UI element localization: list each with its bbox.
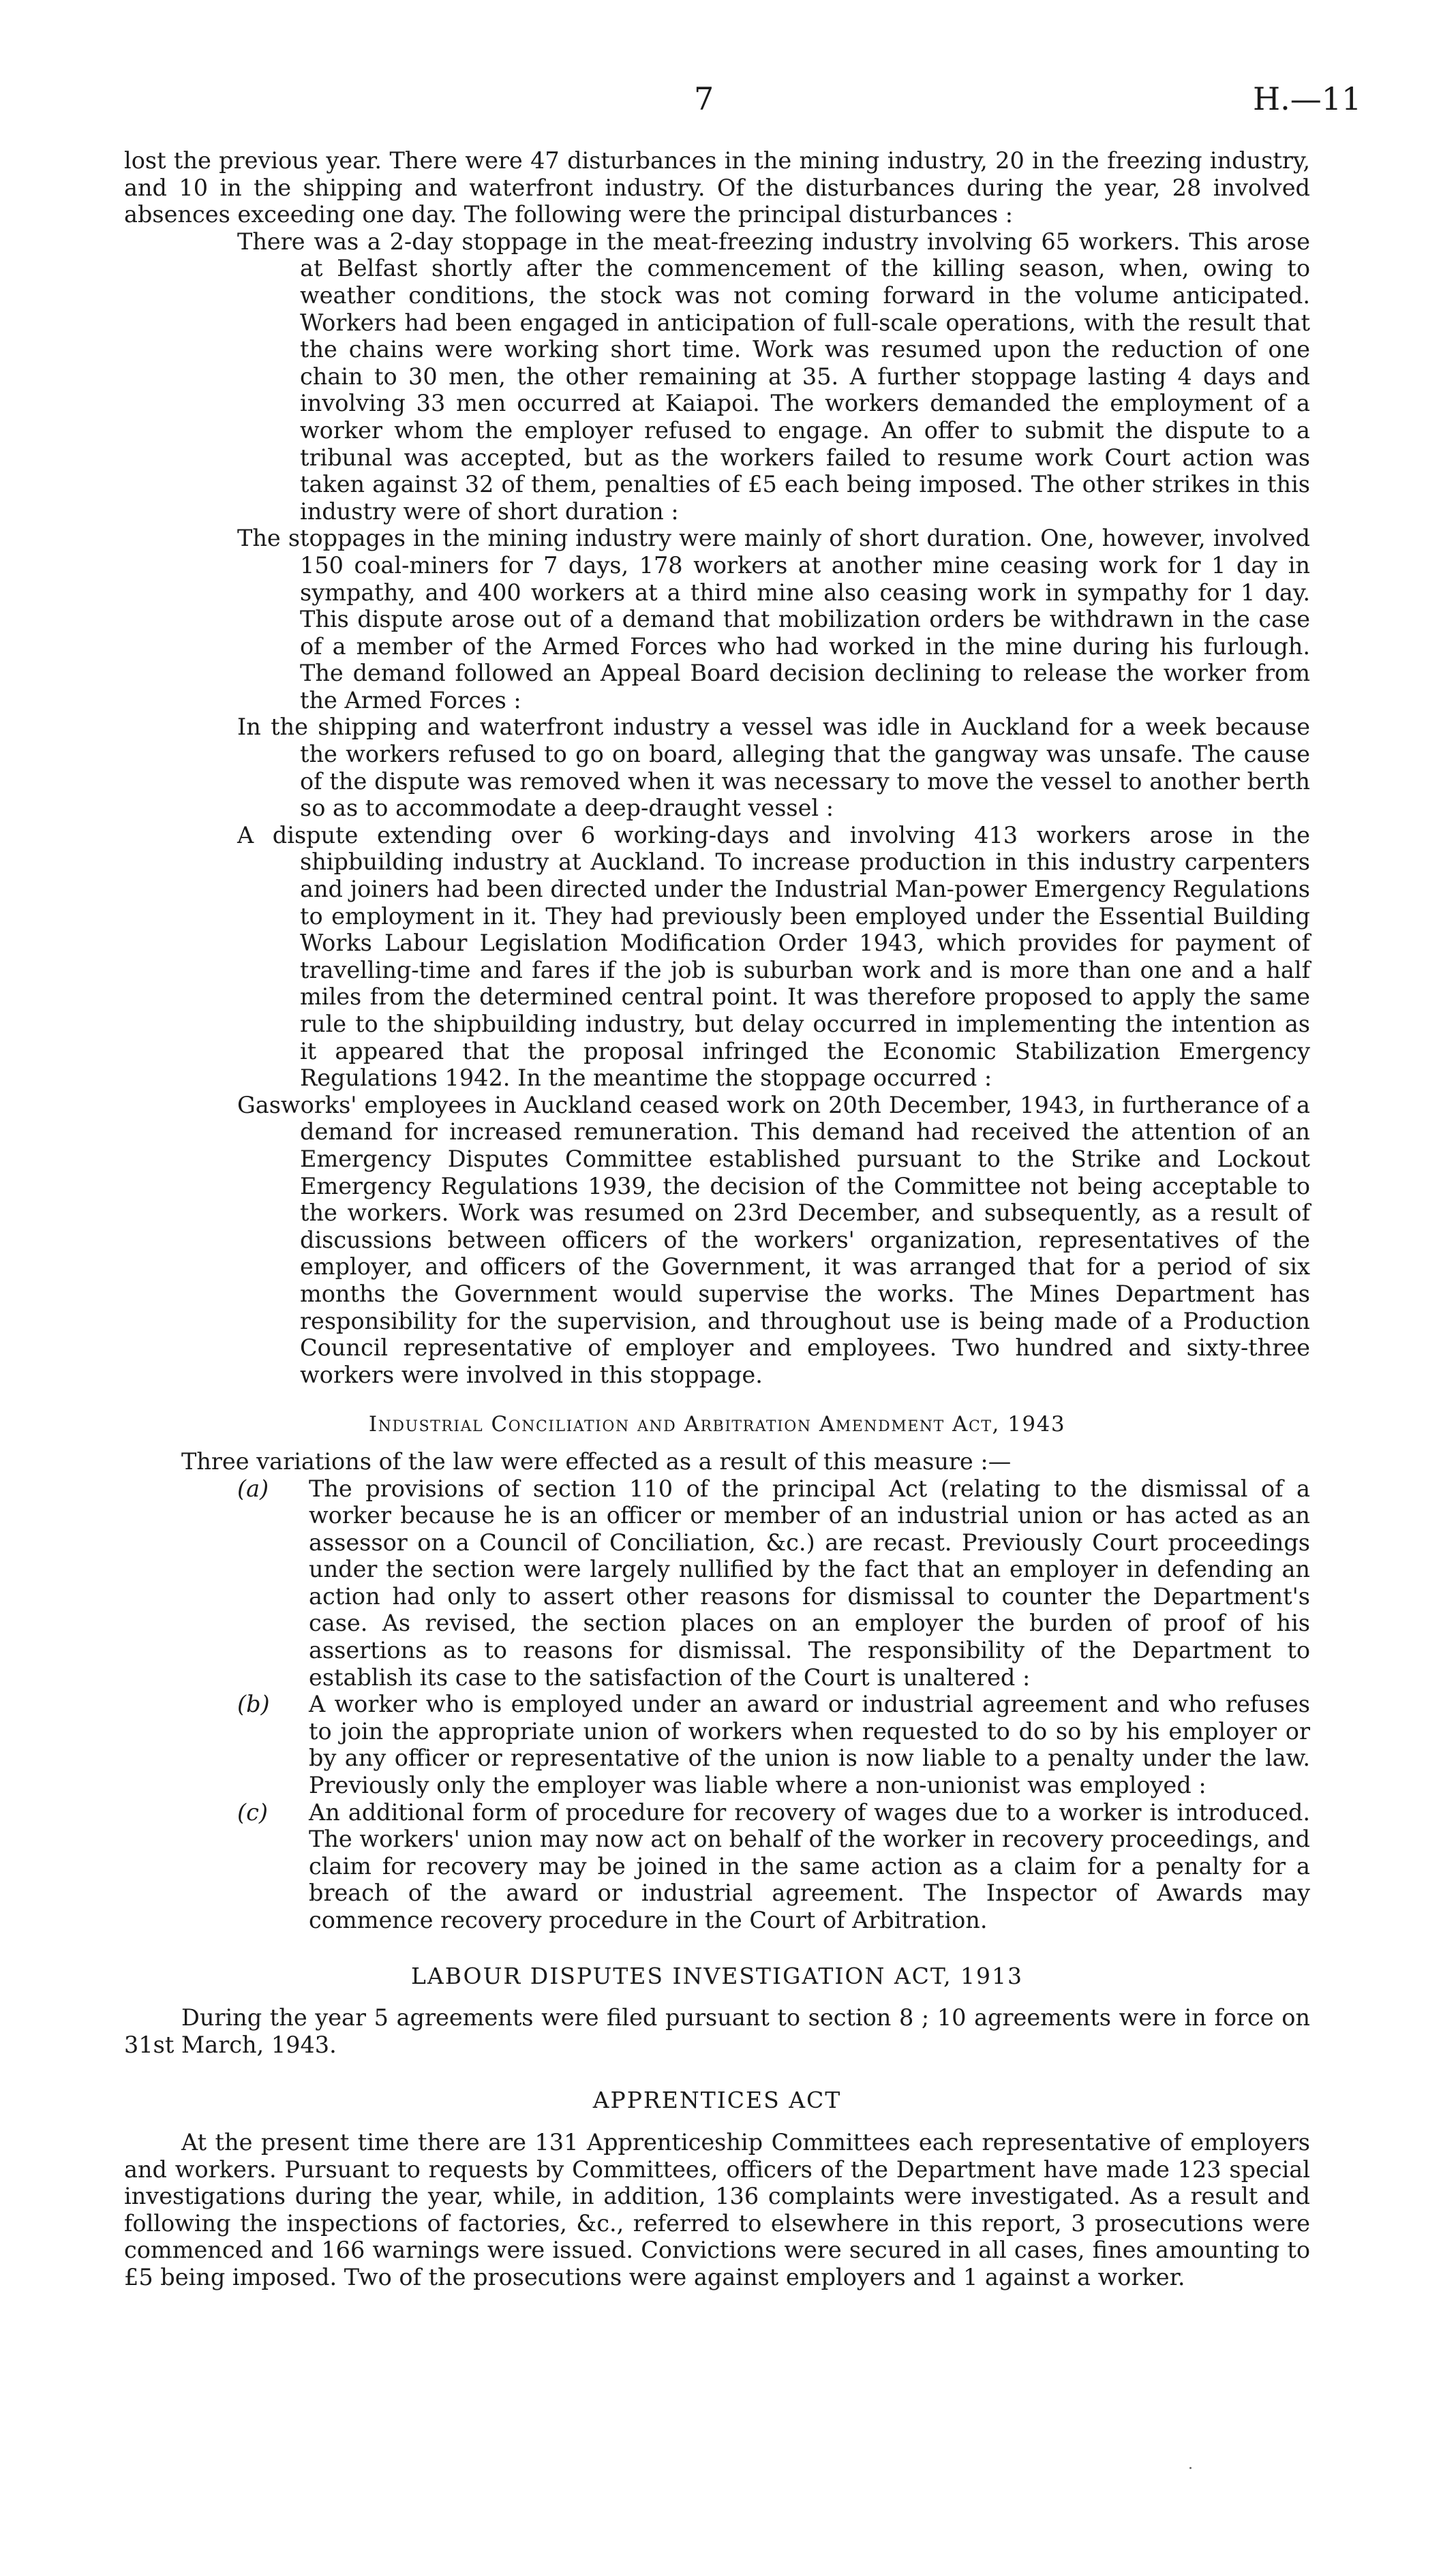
disturbances-list <box>124 228 1310 1389</box>
page-header <box>0 80 1441 121</box>
page-number: 7 <box>694 80 714 117</box>
disturbance-item: Gasworks' employees in Auckland ceased work on 20th December, 1943, in furtherance of a demand for increased remuneration. This demand had received the attention of an Emergency Disputes Committee established pursuant to the Strike and Lockout Emergency Regulations 1939, the decision of the Committee not being acceptable to the workers. Work was resumed on 23rd December, and subsequently, as a result of discussions between officers of the workers' organization, representatives of the employer, and officers of the Government, it was arranged that for a period of six months the Government would supervise the works. The Mines Department has responsibility for the supervision, and throughout use is being made of a Production Council representative of employer and employees. Two hundred and sixty-three workers were involved in this stoppage. <box>237 1091 1310 1388</box>
list-item <box>237 1799 1310 1934</box>
list-item <box>237 1475 1310 1691</box>
document-body <box>124 147 1310 2291</box>
opening-paragraph: lost the previous year. There were 47 disturbances in the mining industry, 20 in the freezing industry, and 10 in the shipping and waterfront industry. Of the disturbances during the year, 28 involved absences exceeding one day. The following were the principal disturbances : <box>124 147 1310 228</box>
list-item-text: The provisions of section 110 of the principal Act (relating to the dismissal of a worker because he is an officer or member of an industrial union or has acted as an assessor on a Council of Conciliation, &c.) are recast. Previously Court proceedings under the section were largely nullified by the fact that an employer in defending an action had only to assert other reasons for dismissal to counter the Department's case. As revised, the section places on an employer the burden of proof of his assertions as to reasons for dismissal. The responsibility of the Department to establish its case to the satisfaction of the Court is unaltered : <box>309 1475 1310 1691</box>
section-heading-ldia: LABOUR DISPUTES INVESTIGATION ACT, 1913 <box>410 1962 1024 1989</box>
list-item-text: A worker who is employed under an award or industrial agreement and who refuses to join the appropriate union of workers when requested to do so by his employer or by any officer or representative of the union is now liable to a penalty under the law. Previously only the employer was liable where a non-unionist was employed : <box>309 1691 1310 1799</box>
ldia-paragraph: During the year 5 agreements were filed pursuant to section 8 ; 10 agreements were in force on 31st March, 1943. <box>124 2004 1310 2058</box>
list-marker: (a) <box>237 1475 269 1502</box>
disturbance-item: The stoppages in the mining industry were mainly of short duration. One, however, involved 150 coal-miners for 7 days, 178 workers at another mine ceasing work for 1 day in sympathy, and 400 workers at a third mine also ceasing work in sympathy for 1 day. This dispute arose out of a demand that mobilization orders be withdrawn in the case of a member of the Armed Forces who had worked in the mine during his furlough. The demand followed an Appeal Board decision declining to release the worker from the Armed Forces : <box>237 525 1310 714</box>
list-item-text: An additional form of procedure for recovery of wages due to a worker is introduced. The workers' union may now act on behalf of the worker in recovery proceedings, and claim for recovery may be joined in the same action as a claim for a penalty for a breach of the award or industrial agreement. The Inspector of Awards may commence recovery procedure in the Court of Arbitration. <box>309 1798 1310 1933</box>
list-item <box>237 1691 1310 1798</box>
section-heading-icaa: Industrial Conciliation and Arbitration Amendment Act, 1943 <box>368 1412 1066 1437</box>
amendment-list <box>124 1475 1310 1934</box>
disturbance-item: There was a 2-day stoppage in the meat-freezing industry involving 65 workers. This arose at Belfast shortly after the commencement of the killing season, when, owing to weather conditions, the stock was not coming forward in the volume anticipated. Workers had been engaged in anticipation of full-scale operations, with the result that the chains were working short time. Work was resumed upon the reduction of one chain to 30 men, the other remaining at 35. A further stoppage lasting 4 days and involving 33 men occurred at Kaiapoi. The workers demanded the employment of a worker whom the employer refused to engage. An offer to submit the dispute to a tribunal was accepted, but as the workers failed to resume work Court action was taken against 32 of them, penalties of £5 each being imposed. The other strikes in this industry were of short duration : <box>237 228 1310 525</box>
disturbance-item: In the shipping and waterfront industry a vessel was idle in Auckland for a week because the workers refused to go on board, alleging that the gangway was unsafe. The cause of the dispute was removed when it was necessary to move the vessel to another berth so as to accommodate a deep-draught vessel : <box>237 714 1310 822</box>
stray-mark <box>1189 2467 1192 2469</box>
disturbance-item: A dispute extending over 6 working-days and involving 413 workers arose in the shipbuilding industry at Auckland. To increase production in this industry carpenters and joiners had been directed under the Industrial Man-power Emergency Regulations to employment in it. They had previously been employed under the Essential Building Works Labour Legislation Modification Order 1943, which provides for payment of travelling-time and fares if the job is suburban work and is more than one and a half miles from the determined central point. It was therefore proposed to apply the same rule to the shipbuilding industry, but delay occurred in implementing the intention as it appeared that the proposal infringed the Economic Stabilization Emergency Regulations 1942. In the meantime the stoppage occurred : <box>237 821 1310 1092</box>
document-reference: H.—11 <box>1253 80 1362 117</box>
list-marker: (c) <box>237 1798 268 1826</box>
section-heading-apprentices: APPRENTICES ACT <box>592 2087 842 2114</box>
section-intro: Three variations of the law were effected as a result of this measure :— <box>181 1447 1012 1475</box>
list-marker: (b) <box>237 1691 270 1718</box>
apprentices-paragraph: At the present time there are 131 Apprenticeship Committees each representative of employers and workers. Pursuant to requests by Committees, officers of the Department have made 123 special investigations during the year, while, in addition, 136 complaints were investigated. As a result and following the inspections of factories, &c., referred to elsewhere in this report, 3 prosecutions were commenced and 166 warnings were issued. Convictions were secured in all cases, fines amounting to £5 being imposed. Two of the prosecutions were against employers and 1 against a worker. <box>124 2128 1310 2290</box>
